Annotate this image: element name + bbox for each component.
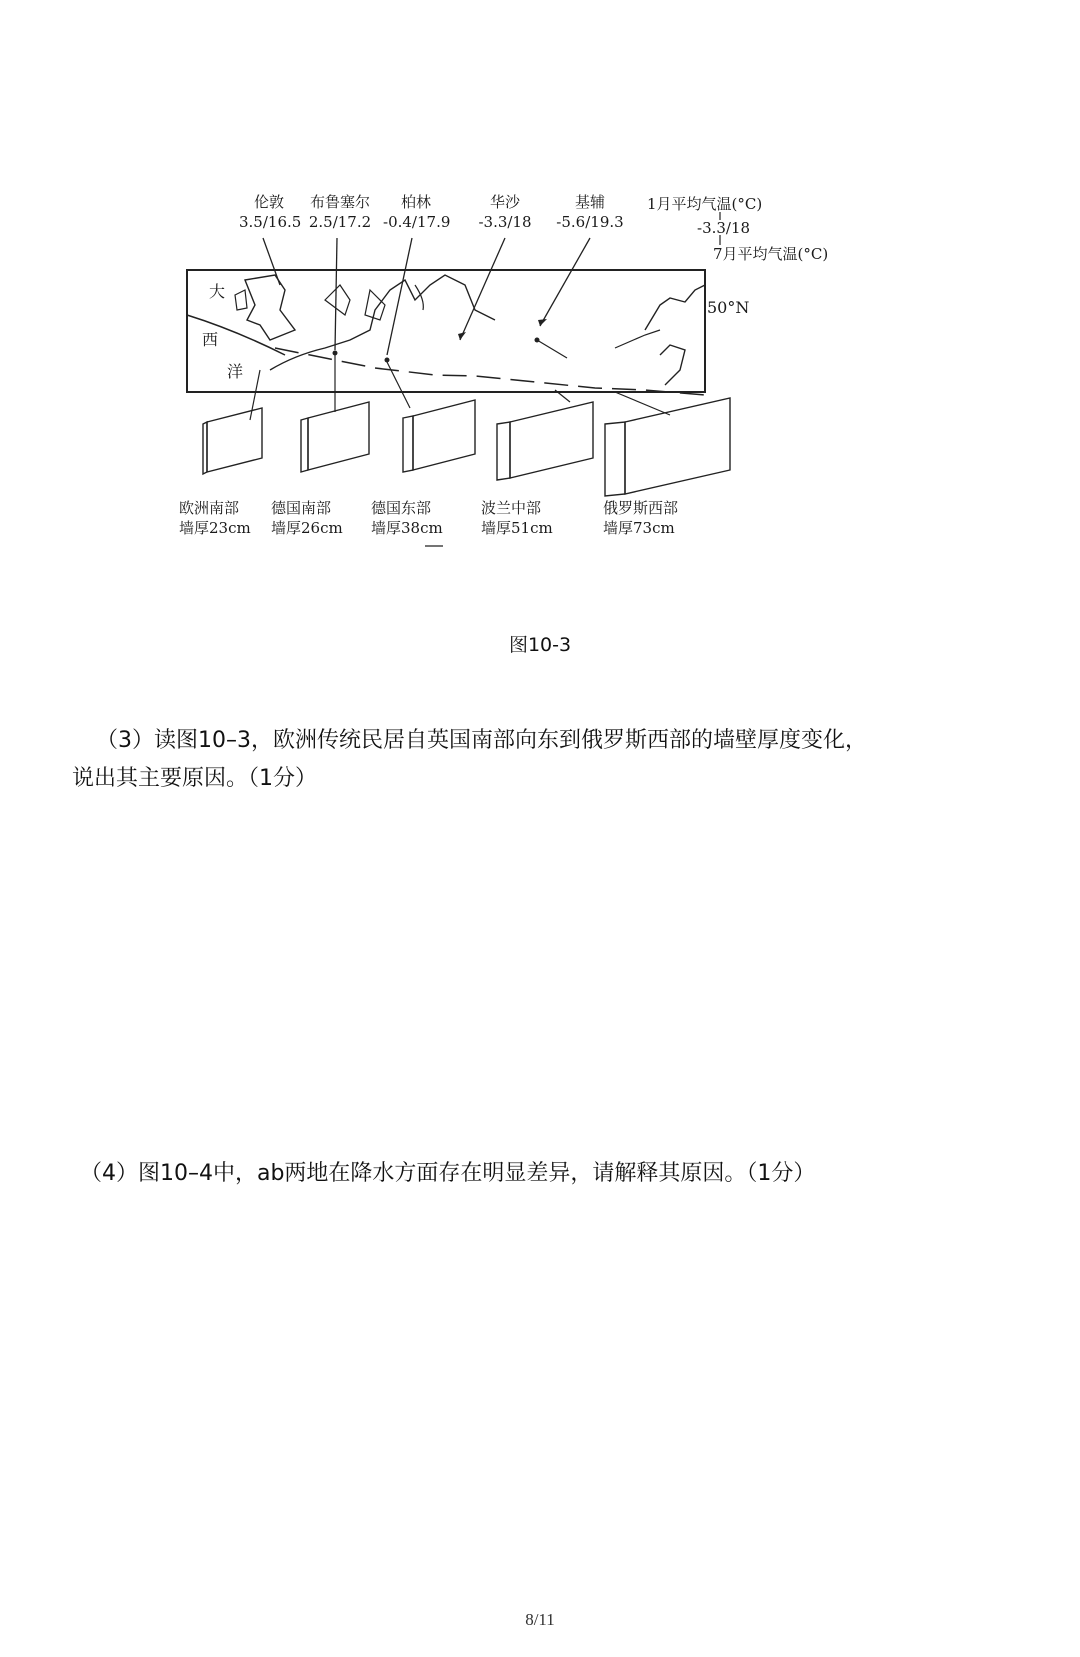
page-number: 8/11 (525, 1610, 555, 1629)
wall-label-russia-west: 俄罗斯西部 墙厚73cm (603, 499, 679, 537)
lake-outline (415, 285, 423, 310)
city-label-kyiv: 基辅 -5.6/19.3 (556, 193, 624, 231)
sea-char-1: 大 (209, 282, 226, 301)
figure-10-3 (175, 190, 895, 580)
sea-char-2: 西 (202, 330, 219, 349)
city-label-berlin: 柏林 -0.4/17.9 (383, 193, 451, 231)
question-3-line-1: （3）读图10–3，欧洲传统民居自英国南部向东到俄罗斯西部的墙壁厚度变化， (96, 728, 867, 753)
wall-23cm (203, 370, 262, 474)
wall-label-germany-east: 德国东部 墙厚38cm (371, 499, 443, 537)
question-3-line-2: 说出其主要原因。（1分） (72, 766, 317, 791)
wall-51cm (497, 390, 593, 480)
latitude-label: 50°N (707, 298, 750, 317)
continent-coast (270, 275, 495, 370)
wall-label-europe-south: 欧洲南部 墙厚23cm (179, 499, 251, 537)
legend-january: 1月平均气温(°C) (647, 195, 763, 213)
latitude-line-50n (275, 348, 705, 395)
wall-26cm (301, 355, 369, 472)
wall-label-germany-south: 德国南部 墙厚26cm (271, 499, 343, 537)
sea-outline (660, 345, 685, 385)
legend-sample: -3.3/18 (697, 219, 751, 237)
wall-38cm (387, 362, 475, 472)
ireland-coast (235, 290, 247, 310)
city-label-warsaw: 华沙 -3.3/18 (478, 193, 532, 231)
question-3 (72, 722, 1012, 798)
pointer-london (263, 238, 280, 285)
pointer-berlin (387, 238, 412, 355)
baltic-coast (365, 290, 385, 320)
city-label-brussels: 布鲁塞尔 2.5/17.2 (308, 193, 372, 231)
dot-berlin (385, 358, 390, 363)
east-coast (645, 285, 705, 330)
pointer-brussels (335, 238, 337, 350)
denmark-coast (325, 285, 350, 315)
city-label-london: 伦敦 3.5/16.5 (239, 193, 302, 231)
wall-73cm (605, 392, 730, 496)
wall-label-poland-central: 波兰中部 墙厚51cm (481, 499, 553, 537)
figure-caption: 图10-3 (508, 634, 572, 656)
dot-brussels (333, 351, 338, 356)
river-line (615, 330, 660, 348)
sea-char-3: 洋 (227, 362, 244, 381)
legend-july: 7月平均气温(°C) (713, 245, 829, 263)
pointer-kyiv (540, 238, 590, 326)
question-4: （4）图10–4中，ab两地在降水方面存在明显差异，请解释其原因。（1分） (80, 1161, 816, 1186)
britain-coast (245, 275, 295, 340)
